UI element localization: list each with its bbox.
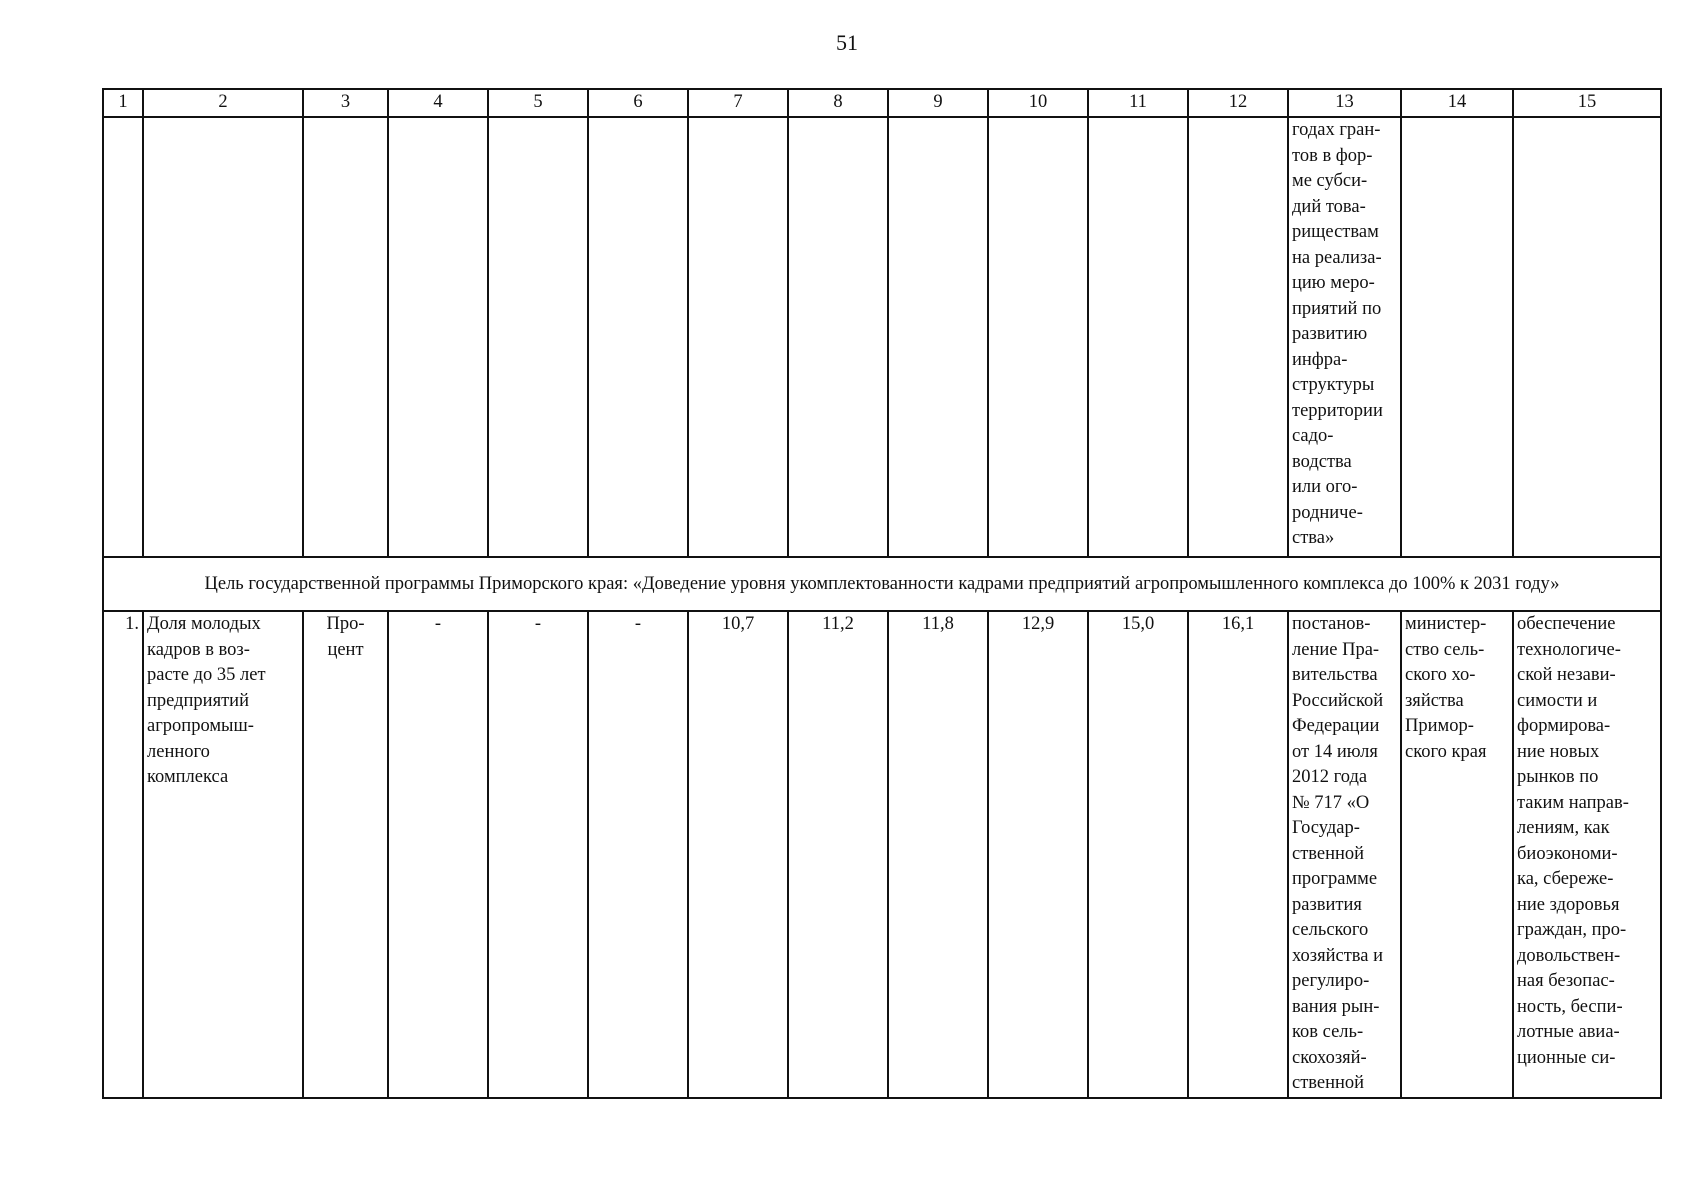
column-number-cell: 14	[1401, 89, 1513, 117]
value-cell: 10,7	[688, 611, 788, 1098]
source-document: постанов- ление Пра- вительства Российской Федерации от 14 июля 2012 года № 717 «О Государ- ственной программе развития сельского хозяйства и регулиро- вания рын- ков сель- скохозяй- ственной	[1288, 611, 1401, 1098]
empty-cell	[888, 117, 988, 557]
empty-cell	[103, 117, 143, 557]
value-cell: -	[388, 611, 488, 1098]
column-number-cell: 1	[103, 89, 143, 117]
empty-cell	[1088, 117, 1188, 557]
column-number-cell: 2	[143, 89, 303, 117]
empty-cell	[143, 117, 303, 557]
empty-cell	[303, 117, 388, 557]
column-number-cell: 3	[303, 89, 388, 117]
empty-cell	[1188, 117, 1288, 557]
program-goal-text: Цель государственной программы Приморского края: «Доведение уровня укомплектованности кадрами предприятий агропромышленного комплекса до 100% к 2031 году»	[103, 557, 1661, 611]
value-cell: 15,0	[1088, 611, 1188, 1098]
column-number-cell: 11	[1088, 89, 1188, 117]
column-number-cell: 12	[1188, 89, 1288, 117]
value-cell: -	[488, 611, 588, 1098]
indicator-name: Доля молодых кадров в воз- расте до 35 лет предприятий агропромыш- ленного комплекса	[143, 611, 303, 1098]
empty-cell	[988, 117, 1088, 557]
empty-cell	[1401, 117, 1513, 557]
value-cell: 11,2	[788, 611, 888, 1098]
value-cell: -	[588, 611, 688, 1098]
column-number-row	[103, 89, 1661, 117]
column-number-cell: 9	[888, 89, 988, 117]
page-number: 51	[836, 30, 858, 55]
goal-link-text: обеспечение технологиче- ской незави- симости и формирова- ние новых рынков по таким направ- лениям, как биоэкономи- ка, сбереже- ние здоровья граждан, про- довольствен- ная безопас- ность, беспи- лотные авиа- ционные си-	[1513, 611, 1661, 1098]
column-number-cell: 7	[688, 89, 788, 117]
empty-cell	[588, 117, 688, 557]
column-number-cell: 10	[988, 89, 1088, 117]
goal-row	[103, 557, 1661, 611]
row-number: 1.	[103, 611, 143, 1098]
empty-cell	[688, 117, 788, 557]
value-cell: 11,8	[888, 611, 988, 1098]
column-number-cell: 15	[1513, 89, 1661, 117]
indicators-table	[102, 88, 1662, 1099]
empty-cell	[488, 117, 588, 557]
empty-cell	[788, 117, 888, 557]
value-cell: 12,9	[988, 611, 1088, 1098]
column-number-cell: 13	[1288, 89, 1401, 117]
responsible-body: министер- ство сель- ского хо- зяйства Примор- ского края	[1401, 611, 1513, 1098]
value-cell: 16,1	[1188, 611, 1288, 1098]
unit-of-measure: Про- цент	[303, 611, 388, 1098]
column-number-cell: 4	[388, 89, 488, 117]
column-number-cell: 8	[788, 89, 888, 117]
continuation-row	[103, 117, 1661, 557]
empty-cell	[388, 117, 488, 557]
table-row	[103, 611, 1661, 1098]
column-number-cell: 5	[488, 89, 588, 117]
column-number-cell: 6	[588, 89, 688, 117]
continuation-source-text: годах гран- тов в фор- ме субси- дий това- риществам на реализа- цию меро- приятий по развитию инфра- структуры территории садо- водства или ого- родниче- ства»	[1288, 117, 1401, 557]
empty-cell	[1513, 117, 1661, 557]
